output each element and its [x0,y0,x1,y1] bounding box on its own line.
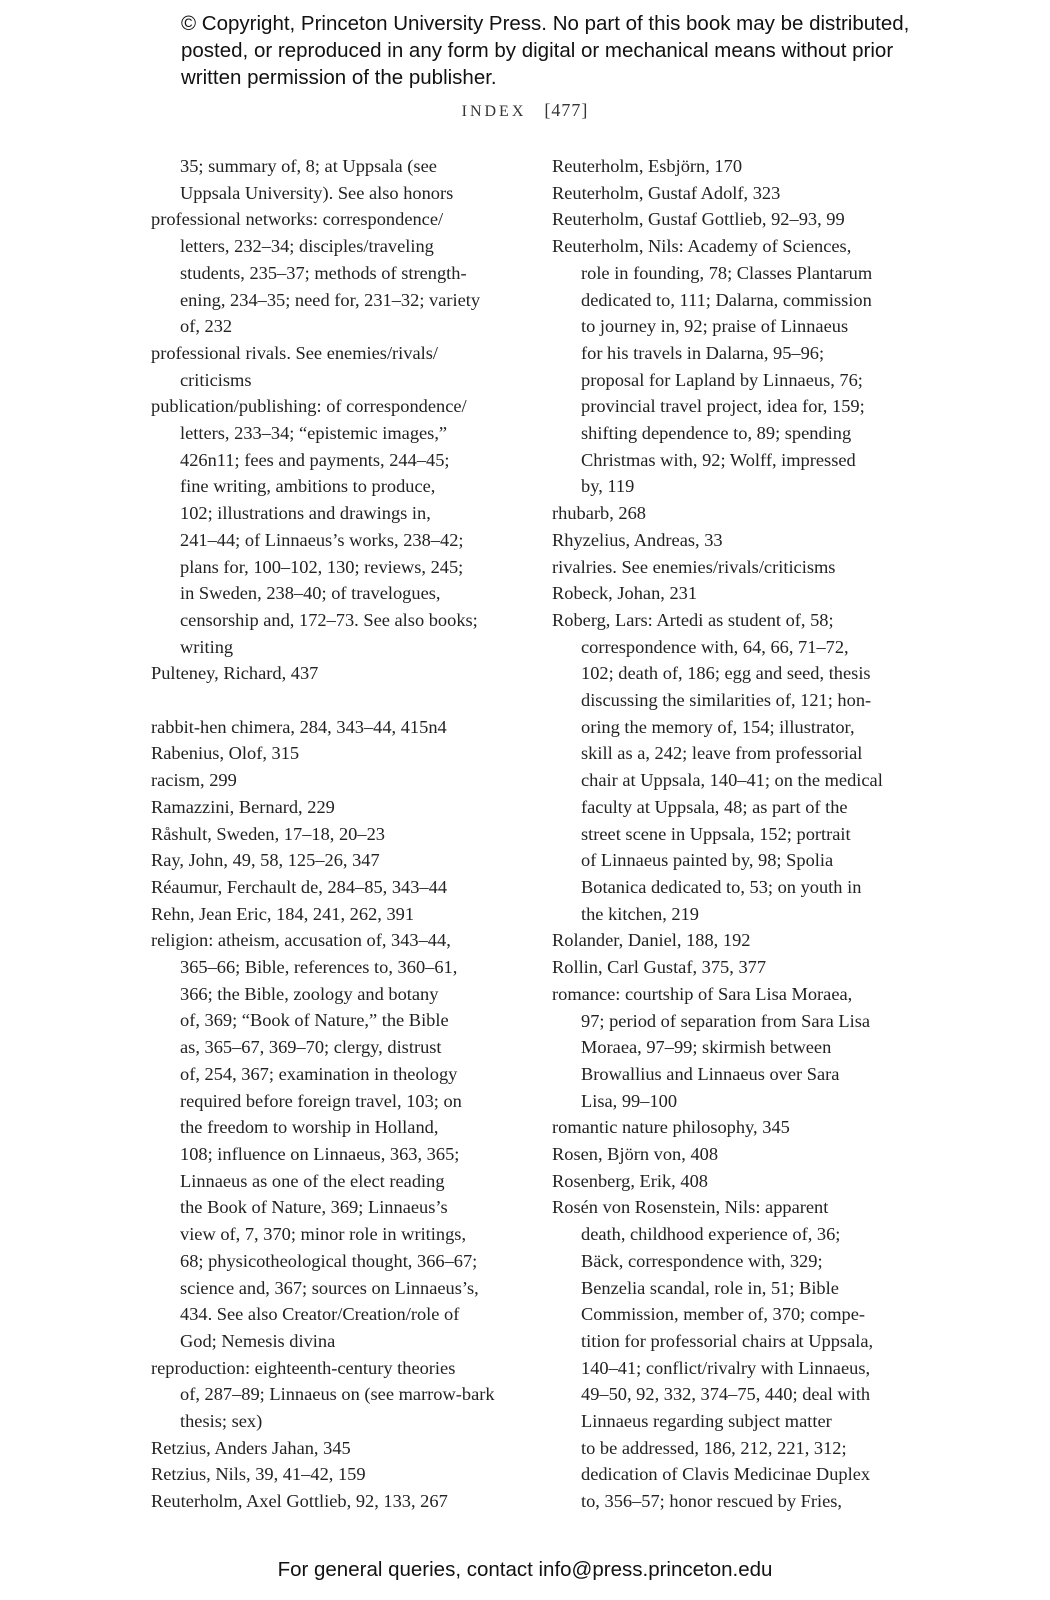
index-entry: Roberg, Lars: Artedi as student of, 58; correspondence with, 64, 66, 71–72, 102; death of, 186; egg and seed, thesis discussing the similarities of, 121; hon- oring the memory of, 154; illustrator, skill as a, 242; leave from professorial chair at Uppsala, 140–41; on the medical faculty at Uppsala, 48; as part of the street scene in Uppsala, 152; portrait of Linnaeus painted by, 98; Spolia Botanica dedicated to, 53; on youth in the kitchen, 219 [552,609,883,924]
index-entry: Robeck, Johan, 231 [552,583,698,604]
index-entry: Reuterholm, Gustaf Adolf, 323 [552,182,781,203]
running-head [0,100,1050,121]
letter-group-divider [151,687,523,714]
index-entry: Pulteney, Richard, 437 [151,663,319,684]
index-entry: Reuterholm, Axel Gottlieb, 92, 133, 267 [151,1491,448,1512]
index-entry: Rolander, Daniel, 188, 192 [552,930,751,951]
index-entry: religion: atheism, accusation of, 343–44, 365–66; Bible, references to, 360–61, 366; the Bible, zoology and botany of, 369; “Book of Nature,” the Bible as, 365–67, 369–70; clergy, distrust of, 254, 367; examination in theology required before foreign travel, 103; on the freedom to worship in Holland, 108; influence on Linnaeus, 363, 365; Linnaeus as one of the elect reading the Book of Nature, 369; Linnaeus’s view of, 7, 370; minor role in writings, 68; physicotheological thought, 366–67; science and, 367; sources on Linnaeus’s, 434. See also Creator/Creation/role of God; Nemesis divina [151,930,479,1351]
index-entry: Retzius, Nils, 39, 41–42, 159 [151,1464,366,1485]
index-entry: Rehn, Jean Eric, 184, 241, 262, 391 [151,903,415,924]
index-entry: rhubarb, 268 [552,503,646,524]
index-entry: racism, 299 [151,770,237,791]
section-title: INDEX [461,103,527,120]
index-entry: Rosen, Björn von, 408 [552,1144,719,1165]
index-entry: Rabenius, Olof, 315 [151,743,300,764]
index-entry: romantic nature philosophy, 345 [552,1117,790,1138]
index-entry: romance: courtship of Sara Lisa Moraea, 97; period of separation from Sara Lisa Moraea, 97–99; skirmish between Browallius and Linnaeus over Sara Lisa, 99–100 [552,983,871,1111]
index-entry: Rosén von Rosenstein, Nils: apparent death, childhood experience of, 36; Bäck, correspondence with, 329; Benzelia scandal, role in, 51; Bible Commission, member of, 370; compe- tition for professorial chairs at Uppsala, 140–41; conflict/rivalry with Linnaeus, 49–50, 92, 332, 374–75, 440; deal with Linnaeus regarding subject matter to be addressed, 186, 212, 221, 312; dedication of Clavis Medicinae Duplex to, 356–57; honor rescued by Fries, [552,1197,874,1512]
index-entry: rabbit-hen chimera, 284, 343–44, 415n4 [151,716,447,737]
index-entry: professional rivals. See enemies/rivals/ criticisms [151,342,439,390]
index-entry: Reuterholm, Gustaf Gottlieb, 92–93, 99 [552,209,845,230]
index-column-left [151,153,523,1515]
footer-contact: For general queries, contact info@press.princeton.edu [277,1558,773,1581]
index-entry: Rosenberg, Erik, 408 [552,1170,708,1191]
index-entry-continuation: 35; summary of, 8; at Uppsala (see Uppsala University). See also honors [180,156,454,203]
index-entry: Ray, John, 49, 58, 125–26, 347 [151,850,380,871]
index-entry: publication/publishing: of correspondence/ letters, 233–34; “epistemic images,” 426n11; fees and payments, 244–45; fine writing, ambitions to produce, 102; illustrations and drawings in, 241–44; of Linnaeus’s works, 238–42; plans for, 100–102, 130; reviews, 245; in Sweden, 238–40; of travelogues, censorship and, 172–73. See also books; writing [151,396,478,657]
index-entry: Retzius, Anders Jahan, 345 [151,1437,351,1458]
index-entry: reproduction: eighteenth-century theories of, 287–89; Linnaeus on (see marrow-bark thesis; sex) [151,1357,495,1432]
index-entry: Rhyzelius, Andreas, 33 [552,529,723,550]
index-entry: Reuterholm, Esbjörn, 170 [552,156,743,176]
index-entry: Rollin, Carl Gustaf, 375, 377 [552,957,767,978]
index-entry: Réaumur, Ferchault de, 284–85, 343–44 [151,876,448,897]
copyright-notice: © Copyright, Princeton University Press. No part of this book may be distributed, posted, or reproduced in any form by digital or mechanical means without prior written permission of the publisher. [181,12,910,89]
index-entry: Reuterholm, Nils: Academy of Sciences, role in founding, 78; Classes Plantarum dedicated to, 111; Dalarna, commission to journey in, 92; praise of Linnaeus for his travels in Dalarna, 95–96; proposal for Lapland by Linnaeus, 76; provincial travel project, idea for, 159; shifting dependence to, 89; spending Christmas with, 92; Wolff, impressed by, 119 [552,236,873,497]
index-entry: Ramazzini, Bernard, 229 [151,796,335,817]
index-entry: rivalries. See enemies/rivals/criticisms [552,556,836,577]
index-entry: Råshult, Sweden, 17–18, 20–23 [151,823,385,844]
index-column-right [552,153,922,1515]
index-entry: professional networks: correspondence/ letters, 232–34; disciples/traveling students, 235–37; methods of strength- ening, 234–35; need for, 231–32; variety of, 232 [151,209,481,337]
page-number: [477] [544,100,589,120]
